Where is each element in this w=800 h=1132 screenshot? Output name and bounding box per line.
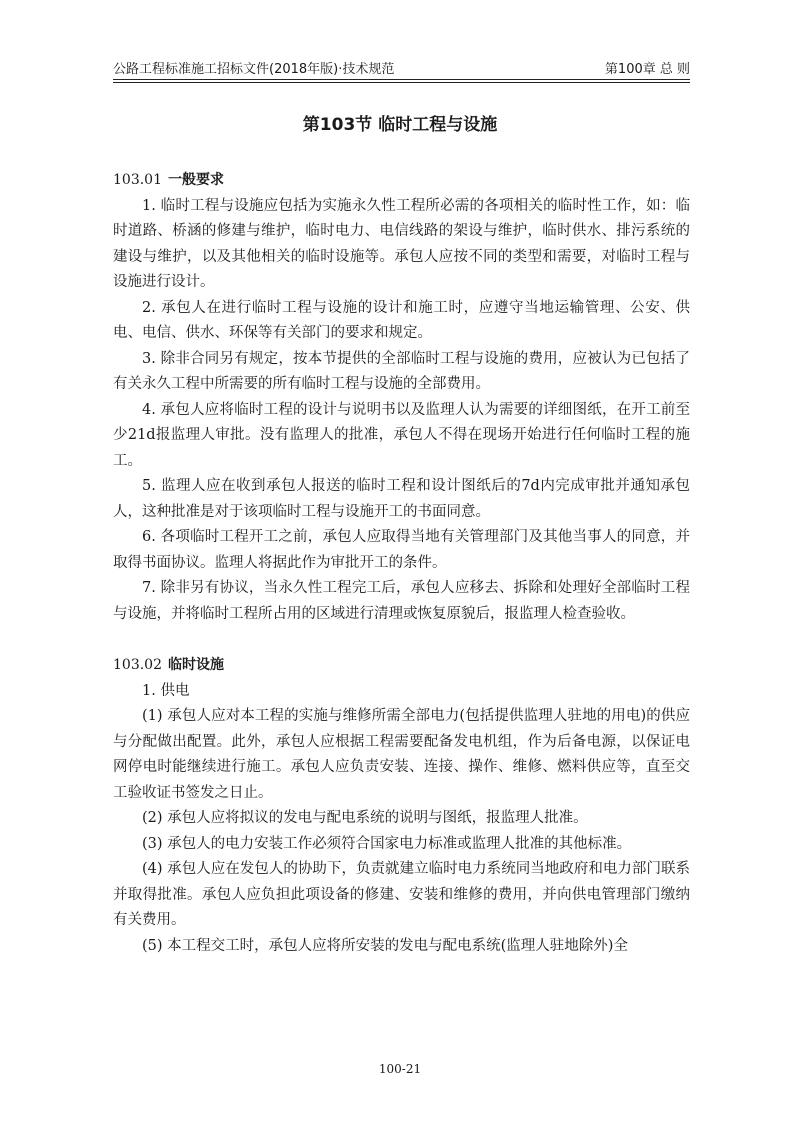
section-heading-103-02 xyxy=(113,653,690,679)
paragraph: (3) 承包人的电力安装工作必须符合国家电力标准或监理人批准的其他标准。 xyxy=(142,835,632,852)
header-document-title: 公路工程标准施工招标文件(2018年版)·技术规范 xyxy=(113,62,395,77)
paragraph: 7. 除非另有协议，当永久性工程完工后，承包人应移去、拆除和处理好全部临时工程与设施，并将临时工程所占用的区域进行清理或恢复原貌后，报监理人检查验收。 xyxy=(113,580,690,622)
paragraph: (4) 承包人应在发包人的协助下，负责就建立临时电力系统同当地政府和电力部门联系并取得批准。承包人应负担此项设备的修建、安装和维修的费用，并向供电管理部门缴纳有关费用。 xyxy=(113,861,690,928)
header-chapter: 第100章 总 则 xyxy=(604,62,690,77)
paragraph: 3. 除非合同另有规定，按本节提供的全部临时工程与设施的费用，应被认为已包括了有关永久工程中所需要的所有临时工程与设施的全部费用。 xyxy=(113,350,690,392)
paragraph: (5) 本工程交工时，承包人应将所安装的发电与配电系统(监理人驻地除外)全 xyxy=(142,937,628,954)
paragraph: 5. 监理人应在收到承包人报送的临时工程和设计图纸后的7d内完成审批并通知承包人，这种批准是对于该项临时工程与设施开工的书面同意。 xyxy=(113,478,690,520)
section-number: 103.02 xyxy=(113,657,162,673)
page-number: 100-21 xyxy=(378,1062,422,1076)
paragraph: 2. 承包人在进行临时工程与设施的设计和施工时，应遵守当地运输管理、公安、供电、电信、供水、环保等有关部门的要求和规定。 xyxy=(113,299,690,341)
section-number: 103.01 xyxy=(113,172,162,188)
body-content xyxy=(113,168,690,959)
paragraph: 1. 临时工程与设施应包括为实施永久性工程所必需的各项相关的临时性工作，如：临时道路、桥涵的修建与维护，临时电力、电信线路的架设与维护，临时供水、排污系统的建设与维护，以及其他相关的临时设施等。承包人应按不同的类型和需要，对临时工程与设施进行设计。 xyxy=(113,197,690,290)
running-header xyxy=(113,58,690,77)
subheading: 1. 供电 xyxy=(142,682,190,699)
paragraph: 6. 各项临时工程开工之前，承包人应取得当地有关管理部门及其他当事人的同意，并取得书面协议。监理人将据此作为审批开工的条件。 xyxy=(113,529,690,571)
paragraph: 4. 承包人应将临时工程的设计与说明书以及监理人认为需要的详细图纸，在开工前至少21d报监理人审批。没有监理人的批准，承包人不得在现场开始进行任何临时工程的施工。 xyxy=(113,401,690,469)
section-heading-103-01 xyxy=(113,168,690,194)
paragraph: (1) 承包人应对本工程的实施与维修所需全部电力(包括提供监理人驻地的用电)的供应与分配做出配置。此外，承包人应根据工程需要配备发电机组，作为后备电源，以保证电网停电时能继续进行施工。承包人应负责安装、连接、操作、维修、燃料供应等，直至交工验收证书签发之日止。 xyxy=(113,708,690,801)
header-rule xyxy=(113,79,690,80)
section-heading-text: 临时设施 xyxy=(168,657,224,673)
section-title: 第103节 临时工程与设施 xyxy=(302,115,498,135)
section-heading-text: 一般要求 xyxy=(168,172,224,188)
header-rule-thin xyxy=(113,82,690,83)
paragraph: (2) 承包人应将拟议的发电与配电系统的说明与图纸，报监理人批准。 xyxy=(142,810,588,826)
